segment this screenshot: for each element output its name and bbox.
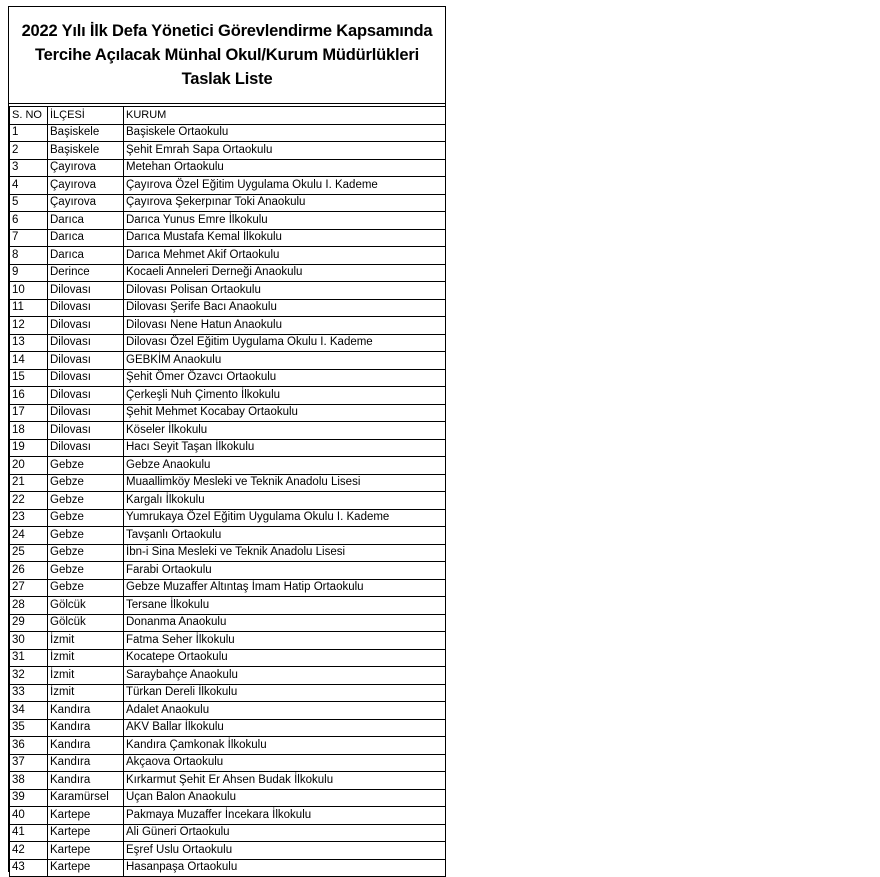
row-institution: Metehan Ortaokulu — [124, 159, 446, 177]
table-row — [10, 842, 446, 860]
table-row — [10, 737, 446, 755]
table-row — [10, 719, 446, 737]
row-number: 41 — [10, 824, 48, 842]
row-number: 32 — [10, 667, 48, 685]
title-line-3: Taslak Liste — [181, 70, 273, 88]
row-number: 17 — [10, 404, 48, 422]
row-institution: Darıca Mustafa Kemal İlkokulu — [124, 229, 446, 247]
row-district: Kandıra — [48, 702, 124, 720]
table-row — [10, 632, 446, 650]
table-row — [10, 439, 446, 457]
row-number: 38 — [10, 772, 48, 790]
row-number: 6 — [10, 212, 48, 230]
row-district: Çayırova — [48, 194, 124, 212]
row-number: 42 — [10, 842, 48, 860]
row-institution: Çayırova Özel Eğitim Uygulama Okulu I. Kademe — [124, 177, 446, 195]
row-institution: Adalet Anaokulu — [124, 702, 446, 720]
table-row — [10, 579, 446, 597]
row-institution: Kocatepe Ortaokulu — [124, 649, 446, 667]
header-sno: S. NO — [10, 107, 48, 125]
row-institution: Akçaova Ortaokulu — [124, 754, 446, 772]
row-number: 34 — [10, 702, 48, 720]
row-district: Dilovası — [48, 439, 124, 457]
row-district: Dilovası — [48, 404, 124, 422]
table-row — [10, 509, 446, 527]
row-institution: Eşref Uslu Ortaokulu — [124, 842, 446, 860]
row-institution: Tavşanlı Ortaokulu — [124, 527, 446, 545]
table-row — [10, 667, 446, 685]
row-district: Dilovası — [48, 422, 124, 440]
row-district: Karamürsel — [48, 789, 124, 807]
table-row — [10, 859, 446, 877]
row-institution: Şehit Emrah Sapa Ortaokulu — [124, 142, 446, 160]
row-district: İzmit — [48, 649, 124, 667]
row-institution: Başiskele Ortaokulu — [124, 124, 446, 142]
table-row — [10, 527, 446, 545]
row-district: Darıca — [48, 229, 124, 247]
row-number: 3 — [10, 159, 48, 177]
row-district: Kandıra — [48, 737, 124, 755]
table-row — [10, 352, 446, 370]
row-number: 40 — [10, 807, 48, 825]
row-institution: Gebze Muzaffer Altıntaş İmam Hatip Ortaokulu — [124, 579, 446, 597]
row-district: Kandıra — [48, 772, 124, 790]
row-institution: Kandıra Çamkonak İlkokulu — [124, 737, 446, 755]
table-row — [10, 702, 446, 720]
row-number: 21 — [10, 474, 48, 492]
row-number: 37 — [10, 754, 48, 772]
title-line-1: 2022 Yılı İlk Defa Yönetici Görevlendirme Kapsamında — [21, 22, 433, 40]
row-number: 16 — [10, 387, 48, 405]
table-row — [10, 807, 446, 825]
table-row — [10, 282, 446, 300]
row-district: Gebze — [48, 579, 124, 597]
row-district: Gebze — [48, 457, 124, 475]
table-row — [10, 492, 446, 510]
row-number: 27 — [10, 579, 48, 597]
row-institution: Muaallimköy Mesleki ve Teknik Anadolu Lisesi — [124, 474, 446, 492]
row-institution: Çerkeşli Nuh Çimento İlkokulu — [124, 387, 446, 405]
row-district: Kartepe — [48, 807, 124, 825]
row-number: 12 — [10, 317, 48, 335]
row-institution: Saraybahçe Anaokulu — [124, 667, 446, 685]
row-number: 43 — [10, 859, 48, 877]
row-district: Dilovası — [48, 299, 124, 317]
row-number: 31 — [10, 649, 48, 667]
row-number: 8 — [10, 247, 48, 265]
table-row — [10, 474, 446, 492]
row-number: 39 — [10, 789, 48, 807]
table-row — [10, 124, 446, 142]
row-number: 14 — [10, 352, 48, 370]
table-row — [10, 317, 446, 335]
table-row — [10, 754, 446, 772]
row-number: 26 — [10, 562, 48, 580]
row-number: 7 — [10, 229, 48, 247]
row-institution: Hacı Seyit Taşan İlkokulu — [124, 439, 446, 457]
row-number: 10 — [10, 282, 48, 300]
row-number: 11 — [10, 299, 48, 317]
row-district: Kandıra — [48, 754, 124, 772]
row-district: Gebze — [48, 509, 124, 527]
table-row — [10, 544, 446, 562]
school-list-table — [9, 106, 446, 877]
row-number: 15 — [10, 369, 48, 387]
row-institution: Darıca Mehmet Akif Ortaokulu — [124, 247, 446, 265]
row-institution: Dilovası Şerife Bacı Anaokulu — [124, 299, 446, 317]
row-institution: İbn-i Sina Mesleki ve Teknik Anadolu Lisesi — [124, 544, 446, 562]
row-institution: Köseler İlkokulu — [124, 422, 446, 440]
row-district: Derince — [48, 264, 124, 282]
row-number: 23 — [10, 509, 48, 527]
row-institution: Kocaeli Anneleri Derneği Anaokulu — [124, 264, 446, 282]
table-row — [10, 264, 446, 282]
row-number: 36 — [10, 737, 48, 755]
row-district: Gebze — [48, 562, 124, 580]
table-row — [10, 422, 446, 440]
row-institution: AKV Ballar İlkokulu — [124, 719, 446, 737]
row-number: 25 — [10, 544, 48, 562]
table-row — [10, 159, 446, 177]
row-district: İzmit — [48, 632, 124, 650]
row-number: 22 — [10, 492, 48, 510]
row-district: Dilovası — [48, 317, 124, 335]
row-number: 1 — [10, 124, 48, 142]
row-district: Gebze — [48, 544, 124, 562]
row-district: Gölcük — [48, 614, 124, 632]
row-district: Gebze — [48, 474, 124, 492]
row-district: Kartepe — [48, 824, 124, 842]
table-row — [10, 142, 446, 160]
table-row — [10, 789, 446, 807]
table-row — [10, 597, 446, 615]
row-district: Kartepe — [48, 842, 124, 860]
row-district: Dilovası — [48, 369, 124, 387]
row-number: 19 — [10, 439, 48, 457]
title-line-2: Tercihe Açılacak Münhal Okul/Kurum Müdürlükleri — [35, 46, 419, 64]
row-district: Başiskele — [48, 142, 124, 160]
row-district: İzmit — [48, 667, 124, 685]
row-institution: Çayırova Şekerpınar Toki Anaokulu — [124, 194, 446, 212]
row-institution: Donanma Anaokulu — [124, 614, 446, 632]
row-district: Çayırova — [48, 177, 124, 195]
table-row — [10, 772, 446, 790]
row-district: Dilovası — [48, 387, 124, 405]
document-title — [9, 6, 445, 104]
row-institution: Pakmaya Muzaffer İncekara İlkokulu — [124, 807, 446, 825]
table-row — [10, 212, 446, 230]
row-institution: Yumrukaya Özel Eğitim Uygulama Okulu I. Kademe — [124, 509, 446, 527]
row-number: 24 — [10, 527, 48, 545]
row-district: Kandıra — [48, 719, 124, 737]
row-institution: Gebze Anaokulu — [124, 457, 446, 475]
table-row — [10, 229, 446, 247]
row-institution: Kırkarmut Şehit Er Ahsen Budak İlkokulu — [124, 772, 446, 790]
row-institution: Fatma Seher İlkokulu — [124, 632, 446, 650]
row-number: 13 — [10, 334, 48, 352]
row-institution: Farabi Ortaokulu — [124, 562, 446, 580]
row-district: Başiskele — [48, 124, 124, 142]
row-institution: Şehit Mehmet Kocabay Ortaokulu — [124, 404, 446, 422]
row-number: 35 — [10, 719, 48, 737]
row-institution: Hasanpaşa Ortaokulu — [124, 859, 446, 877]
row-institution: Şehit Ömer Özavcı Ortaokulu — [124, 369, 446, 387]
row-institution: Türkan Dereli İlkokulu — [124, 684, 446, 702]
row-number: 33 — [10, 684, 48, 702]
table-row — [10, 824, 446, 842]
row-number: 9 — [10, 264, 48, 282]
row-number: 18 — [10, 422, 48, 440]
table-row — [10, 194, 446, 212]
table-row — [10, 177, 446, 195]
table-row — [10, 649, 446, 667]
row-institution: GEBKİM Anaokulu — [124, 352, 446, 370]
row-number: 30 — [10, 632, 48, 650]
header-kurum: KURUM — [124, 107, 446, 125]
row-institution: Uçan Balon Anaokulu — [124, 789, 446, 807]
row-district: Çayırova — [48, 159, 124, 177]
table-row — [10, 369, 446, 387]
table-row — [10, 457, 446, 475]
row-district: Gölcük — [48, 597, 124, 615]
row-institution: Dilovası Polisan Ortaokulu — [124, 282, 446, 300]
row-number: 29 — [10, 614, 48, 632]
row-institution: Kargalı İlkokulu — [124, 492, 446, 510]
row-district: Dilovası — [48, 282, 124, 300]
table-row — [10, 299, 446, 317]
row-district: Gebze — [48, 492, 124, 510]
row-institution: Ali Güneri Ortaokulu — [124, 824, 446, 842]
row-district: Gebze — [48, 527, 124, 545]
header-ilce: İLÇESİ — [48, 107, 124, 125]
table-header-row — [10, 107, 446, 125]
row-district: Dilovası — [48, 334, 124, 352]
table-row — [10, 404, 446, 422]
table-row — [10, 334, 446, 352]
row-number: 4 — [10, 177, 48, 195]
table-body — [10, 124, 446, 877]
row-institution: Darıca Yunus Emre İlkokulu — [124, 212, 446, 230]
row-number: 2 — [10, 142, 48, 160]
row-institution: Dilovası Nene Hatun Anaokulu — [124, 317, 446, 335]
row-district: Darıca — [48, 212, 124, 230]
row-district: Darıca — [48, 247, 124, 265]
row-number: 5 — [10, 194, 48, 212]
table-row — [10, 562, 446, 580]
row-institution: Tersane İlkokulu — [124, 597, 446, 615]
table-row — [10, 684, 446, 702]
row-district: İzmit — [48, 684, 124, 702]
table-row — [10, 387, 446, 405]
row-institution: Dilovası Özel Eğitim Uygulama Okulu I. Kademe — [124, 334, 446, 352]
row-district: Dilovası — [48, 352, 124, 370]
row-district: Kartepe — [48, 859, 124, 877]
row-number: 20 — [10, 457, 48, 475]
row-number: 28 — [10, 597, 48, 615]
document-sheet — [8, 6, 446, 872]
table-row — [10, 614, 446, 632]
table-row — [10, 247, 446, 265]
